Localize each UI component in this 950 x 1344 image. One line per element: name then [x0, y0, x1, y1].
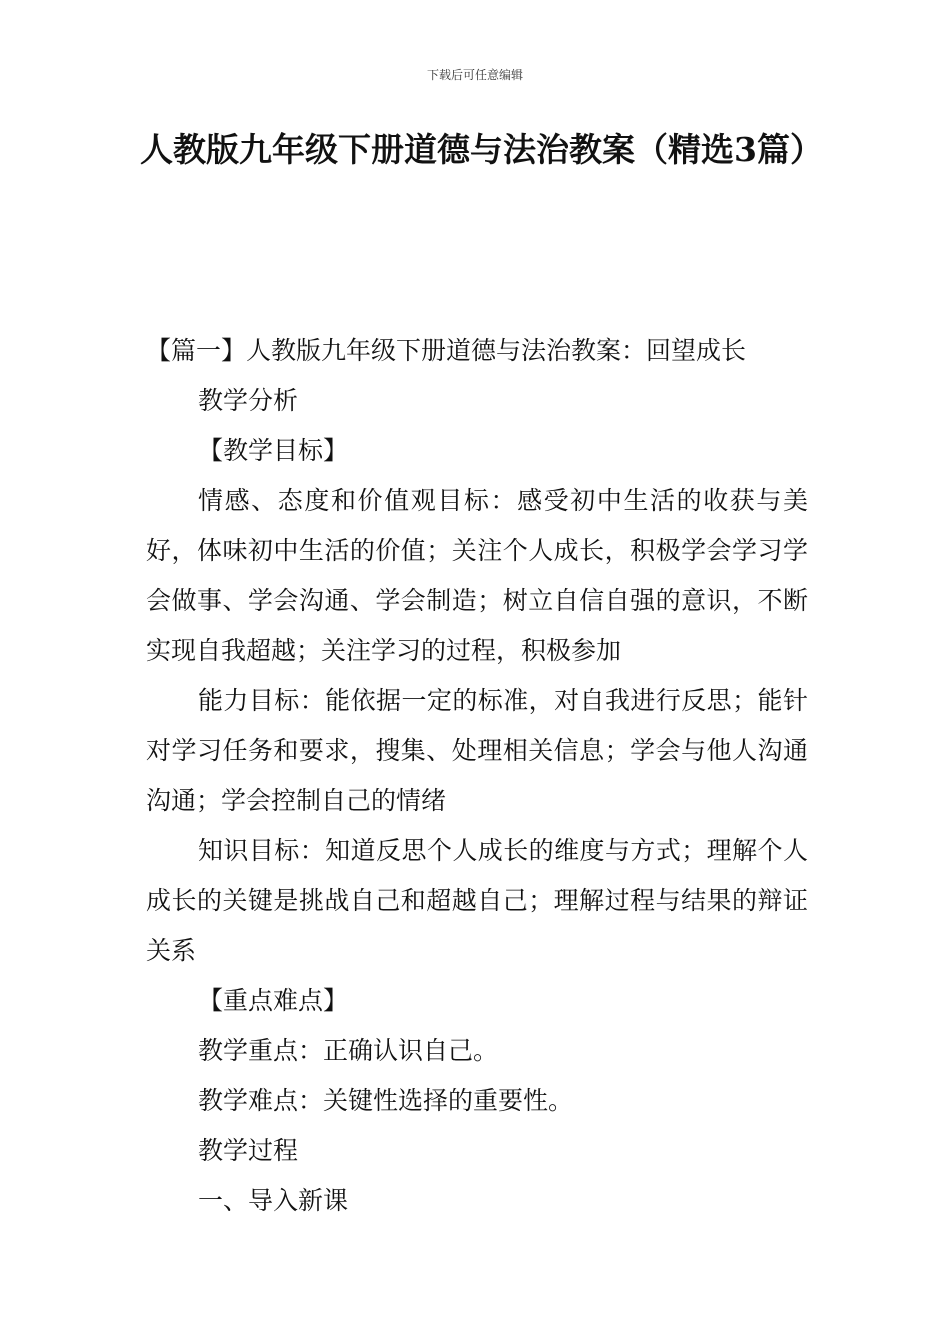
section-heading-objectives: 【教学目标】 [198, 436, 349, 465]
paragraph-difficult-point: 教学难点：关键性选择的重要性。 [198, 1086, 574, 1115]
section-heading-analysis: 教学分析 [198, 386, 299, 415]
paragraph-emotion-objective: 情感、态度和价值观目标：感受初中生活的收获与美好，体味初中生活的价值；关注个人成长，积极学会学习学会做事、学会沟通、学会制造；树立自信自强的意识，不断实现自我超越；关注学习的过程，积极参加 [146, 486, 808, 665]
paragraph-key-point: 教学重点：正确认识自己。 [198, 1036, 499, 1065]
section-heading-process: 教学过程 [198, 1136, 299, 1165]
header-note: 下载后可任意编辑 [426, 68, 523, 82]
document-body [146, 326, 808, 1226]
page-title: 人教版九年级下册道德与法治教案（精选3篇） [140, 130, 823, 169]
paragraph-ability-objective: 能力目标：能依据一定的标准，对自我进行反思；能针对学习任务和要求，搜集、处理相关信息；学会与他人沟通沟通；学会控制自己的情绪 [146, 686, 808, 815]
paragraph-introduction: 一、导入新课 [198, 1186, 349, 1215]
section-heading-key-points: 【重点难点】 [198, 986, 349, 1015]
chapter-heading: 【篇一】人教版九年级下册道德与法治教案：回望成长 [146, 336, 747, 365]
paragraph-knowledge-objective: 知识目标：知道反思个人成长的维度与方式；理解个人成长的关键是挑战自己和超越自己；理解过程与结果的辩证关系 [146, 836, 808, 965]
